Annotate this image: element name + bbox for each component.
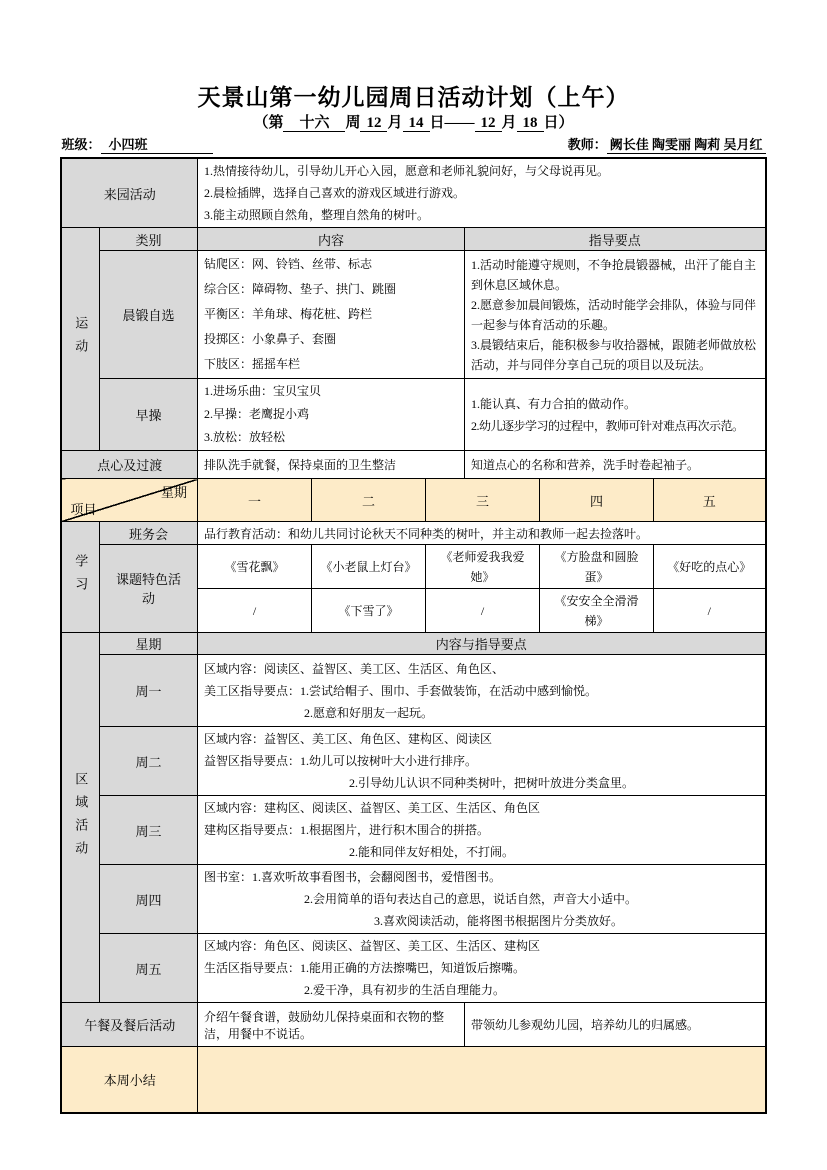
content-line: 2.愿意和好朋友一起玩。: [304, 705, 434, 720]
regional-content-header-cell: 内容与指导要点: [198, 633, 766, 655]
corner-week-label: 星期: [160, 485, 187, 500]
morning-selfselect-row: [61, 251, 765, 379]
weekly-plan-table: [60, 157, 766, 1114]
arrival-row: [61, 158, 765, 228]
regional-fri-row: [61, 934, 765, 1003]
day-header-fri: 五: [654, 479, 766, 522]
content-line: 3.放松：放轻松: [204, 430, 286, 444]
learning-section-label: 学习: [73, 554, 89, 600]
content-line: 建构区指导要点：1.根据图片，进行积木围合的拼搭。: [204, 823, 490, 837]
content-line: 美工区指导要点：1.尝试给帽子、围巾、手套做装饰，在活动中感到愉悦。: [204, 683, 598, 698]
content-line: 2.早操：老鹰捉小鸡: [204, 407, 310, 421]
class-teacher-row: [62, 137, 766, 154]
end-month-blank: 12: [475, 115, 502, 132]
corner-project-label: 项目: [70, 502, 97, 517]
category-header-cell: 类别: [99, 228, 197, 251]
theme-fri-1: 《好吃的点心》: [654, 545, 766, 589]
morning-selfselect-content-cell: [198, 251, 465, 379]
weekday-header-row: [61, 479, 765, 522]
sports-section-cell: [61, 228, 99, 451]
content-line: 区域内容：建构区、阅读区、益智区、美工区、生活区、角色区: [204, 801, 541, 815]
regional-section-label: 区域活动: [73, 771, 89, 864]
morning-selfselect-guidance-cell: [465, 251, 766, 379]
content-line: 益智区指导要点：1.幼儿可以按树叶大小进行排序。: [204, 754, 478, 768]
start-day-blank: 14: [403, 115, 430, 132]
theme-wed-2: /: [426, 589, 540, 633]
regional-header-row: [61, 633, 765, 655]
tue-content-cell: [198, 727, 766, 796]
guidance-header-cell: 指导要点: [465, 228, 766, 251]
regional-wed-row: [61, 796, 765, 865]
lunch-row: [61, 1003, 765, 1047]
class-meeting-content-cell: 品行教育活动：和幼儿共同讨论秋天不同种类的树叶，并主动和教师一起去捡落叶。: [198, 522, 766, 545]
content-line: 钻爬区：网、铃铛、丝带、标志: [204, 257, 373, 271]
arrival-content-cell: [198, 158, 766, 228]
morning-drill-guidance-cell: [465, 379, 766, 451]
subtitle-text: 日——: [429, 115, 475, 131]
subtitle-text: 月: [387, 115, 403, 131]
summary-label-cell: 本周小结: [61, 1047, 197, 1113]
theme-activity-label: 课题特色活动: [115, 571, 181, 606]
regional-section-cell: [61, 633, 99, 1003]
content-line: 投掷区：小象鼻子、套圈: [204, 332, 337, 346]
guidance-line: 1.能认真、有力合拍的做动作。: [471, 396, 637, 411]
content-line: 生活区指导要点：1.能用正确的方法擦嘴巴，知道饭后擦嘴。: [204, 961, 526, 975]
morning-drill-row: [61, 379, 765, 451]
guidance-line: 2.幼儿逐步学习的过程中，教师可针对难点再次示范。: [471, 418, 744, 433]
sports-section-label: 运动: [73, 316, 89, 362]
start-month-blank: 12: [360, 115, 387, 132]
lunch-guidance-cell: 带领幼儿参观幼儿园，培养幼儿的归属感。: [465, 1003, 766, 1047]
content-line: 2.引导幼儿认识不同种类树叶，把树叶放进分类盒里。: [349, 776, 635, 790]
class-field: [62, 137, 213, 154]
theme-thu-1: 《方脸盘和圆脸蛋》: [540, 545, 654, 589]
arrival-line: 1.热情接待幼儿，引导幼儿开心入园，愿意和老师礼貌问好，与父母说再见。: [204, 164, 610, 178]
summary-row: [61, 1047, 765, 1113]
morning-selfselect-label-cell: 晨锻自选: [99, 251, 197, 379]
theme-mon-1: 《雪花飘》: [198, 545, 312, 589]
class-meeting-row: [61, 522, 765, 545]
content-line: 区域内容：角色区、阅读区、益智区、美工区、生活区、建构区: [204, 939, 541, 953]
fri-content-cell: [198, 934, 766, 1003]
arrival-label-cell: 来园活动: [61, 158, 197, 228]
thu-label-cell: 周四: [99, 865, 197, 934]
wed-content-cell: [198, 796, 766, 865]
day-header-tue: 二: [312, 479, 426, 522]
snack-content-cell: 排队洗手就餐，保持桌面的卫生整洁: [198, 451, 465, 479]
theme-activity-row-1: [61, 545, 765, 589]
day-header-wed: 三: [426, 479, 540, 522]
theme-wed-1: 《老师爱我我爱她》: [426, 545, 540, 589]
snack-guidance-cell: 知道点心的名称和营养，洗手时卷起袖子。: [465, 451, 766, 479]
content-line: 区域内容：益智区、美工区、角色区、建构区、阅读区: [204, 732, 493, 746]
theme-thu-2: 《安安全全滑滑梯》: [540, 589, 654, 633]
subtitle-text: 月: [501, 115, 517, 131]
content-header-cell: 内容: [198, 228, 465, 251]
content-line: 2.爱干净，具有初步的生活自理能力。: [304, 983, 506, 997]
snack-label-cell: 点心及过渡: [61, 451, 197, 479]
diagonal-corner-cell: [61, 479, 197, 522]
tue-label-cell: 周二: [99, 727, 197, 796]
day-header-thu: 四: [540, 479, 654, 522]
class-label: 班级：: [61, 137, 101, 152]
page-subtitle: [0, 114, 827, 133]
teacher-label: 教师：: [567, 137, 607, 152]
subtitle-text: （第: [253, 115, 284, 131]
week-number-blank: 十六: [283, 115, 345, 132]
content-line: 下肢区：摇摇车栏: [204, 357, 301, 371]
class-meeting-label-cell: 班务会: [99, 522, 197, 545]
regional-week-header-cell: 星期: [99, 633, 197, 655]
teacher-value: 阙长佳 陶雯丽 陶莉 吴月红: [607, 137, 766, 154]
content-line: 综合区：障碍物、垫子、拱门、跳圈: [204, 282, 397, 296]
theme-tue-2: 《下雪了》: [312, 589, 426, 633]
morning-drill-content-cell: [198, 379, 465, 451]
teacher-field: [568, 137, 766, 154]
theme-mon-2: /: [198, 589, 312, 633]
guidance-line: 3.晨锻结束后，能积极参与收拾器械，跟随老师做放松活动，并与同伴分享自己玩的项目以及玩法。: [471, 337, 757, 372]
wed-label-cell: 周三: [99, 796, 197, 865]
mon-label-cell: 周一: [99, 655, 197, 727]
arrival-line: 3.能主动照顾自然角，整理自然角的树叶。: [204, 208, 430, 222]
class-value: 小四班: [101, 137, 213, 154]
learning-section-cell: [61, 522, 99, 633]
arrival-line: 2.晨检插牌，选择自己喜欢的游戏区域进行游戏。: [204, 186, 466, 200]
fri-label-cell: 周五: [99, 934, 197, 1003]
content-line: 3.喜欢阅读活动，能将图书根据图片分类放好。: [374, 914, 624, 928]
content-line: 区域内容：阅读区、益智区、美工区、生活区、角色区、: [204, 661, 505, 676]
content-line: 2.能和同伴友好相处，不打闹。: [349, 845, 515, 859]
content-line: 图书室：1.喜欢听故事看图书，会翻阅图书，爱惜图书。: [204, 870, 502, 884]
guidance-line: 2.愿意参加晨间锻炼，活动时能学会排队，体验与同伴一起参与体育活动的乐趣。: [471, 297, 757, 332]
snack-row: [61, 451, 765, 479]
mon-content-cell: [198, 655, 766, 727]
sports-header-row: [61, 228, 765, 251]
theme-activity-label-cell: [99, 545, 197, 633]
lunch-content-cell: 介绍午餐食谱，鼓励幼儿保持桌面和衣物的整洁，用餐中不说话。: [198, 1003, 465, 1047]
theme-tue-1: 《小老鼠上灯台》: [312, 545, 426, 589]
page-title: 天景山第一幼儿园周日活动计划（上午）: [197, 85, 630, 110]
thu-content-cell: [198, 865, 766, 934]
summary-content-cell: [198, 1047, 766, 1113]
regional-thu-row: [61, 865, 765, 934]
subtitle-text: 周: [345, 115, 361, 131]
content-line: 1.进场乐曲：宝贝宝贝: [204, 384, 322, 398]
content-line: 2.会用简单的语句表达自己的意思，说话自然，声音大小适中。: [304, 892, 638, 906]
end-day-blank: 18: [517, 115, 544, 132]
day-header-mon: 一: [198, 479, 312, 522]
subtitle-text: 日）: [543, 115, 574, 131]
morning-drill-label-cell: 早操: [99, 379, 197, 451]
theme-fri-2: /: [654, 589, 766, 633]
regional-tue-row: [61, 727, 765, 796]
lunch-label-cell: 午餐及餐后活动: [61, 1003, 197, 1047]
content-line: 平衡区：羊角球、梅花桩、跨栏: [204, 307, 373, 321]
regional-mon-row: [61, 655, 765, 727]
guidance-line: 1.活动时能遵守规则，不争抢晨锻器械，出汗了能自主到休息区域休息。: [471, 257, 757, 292]
